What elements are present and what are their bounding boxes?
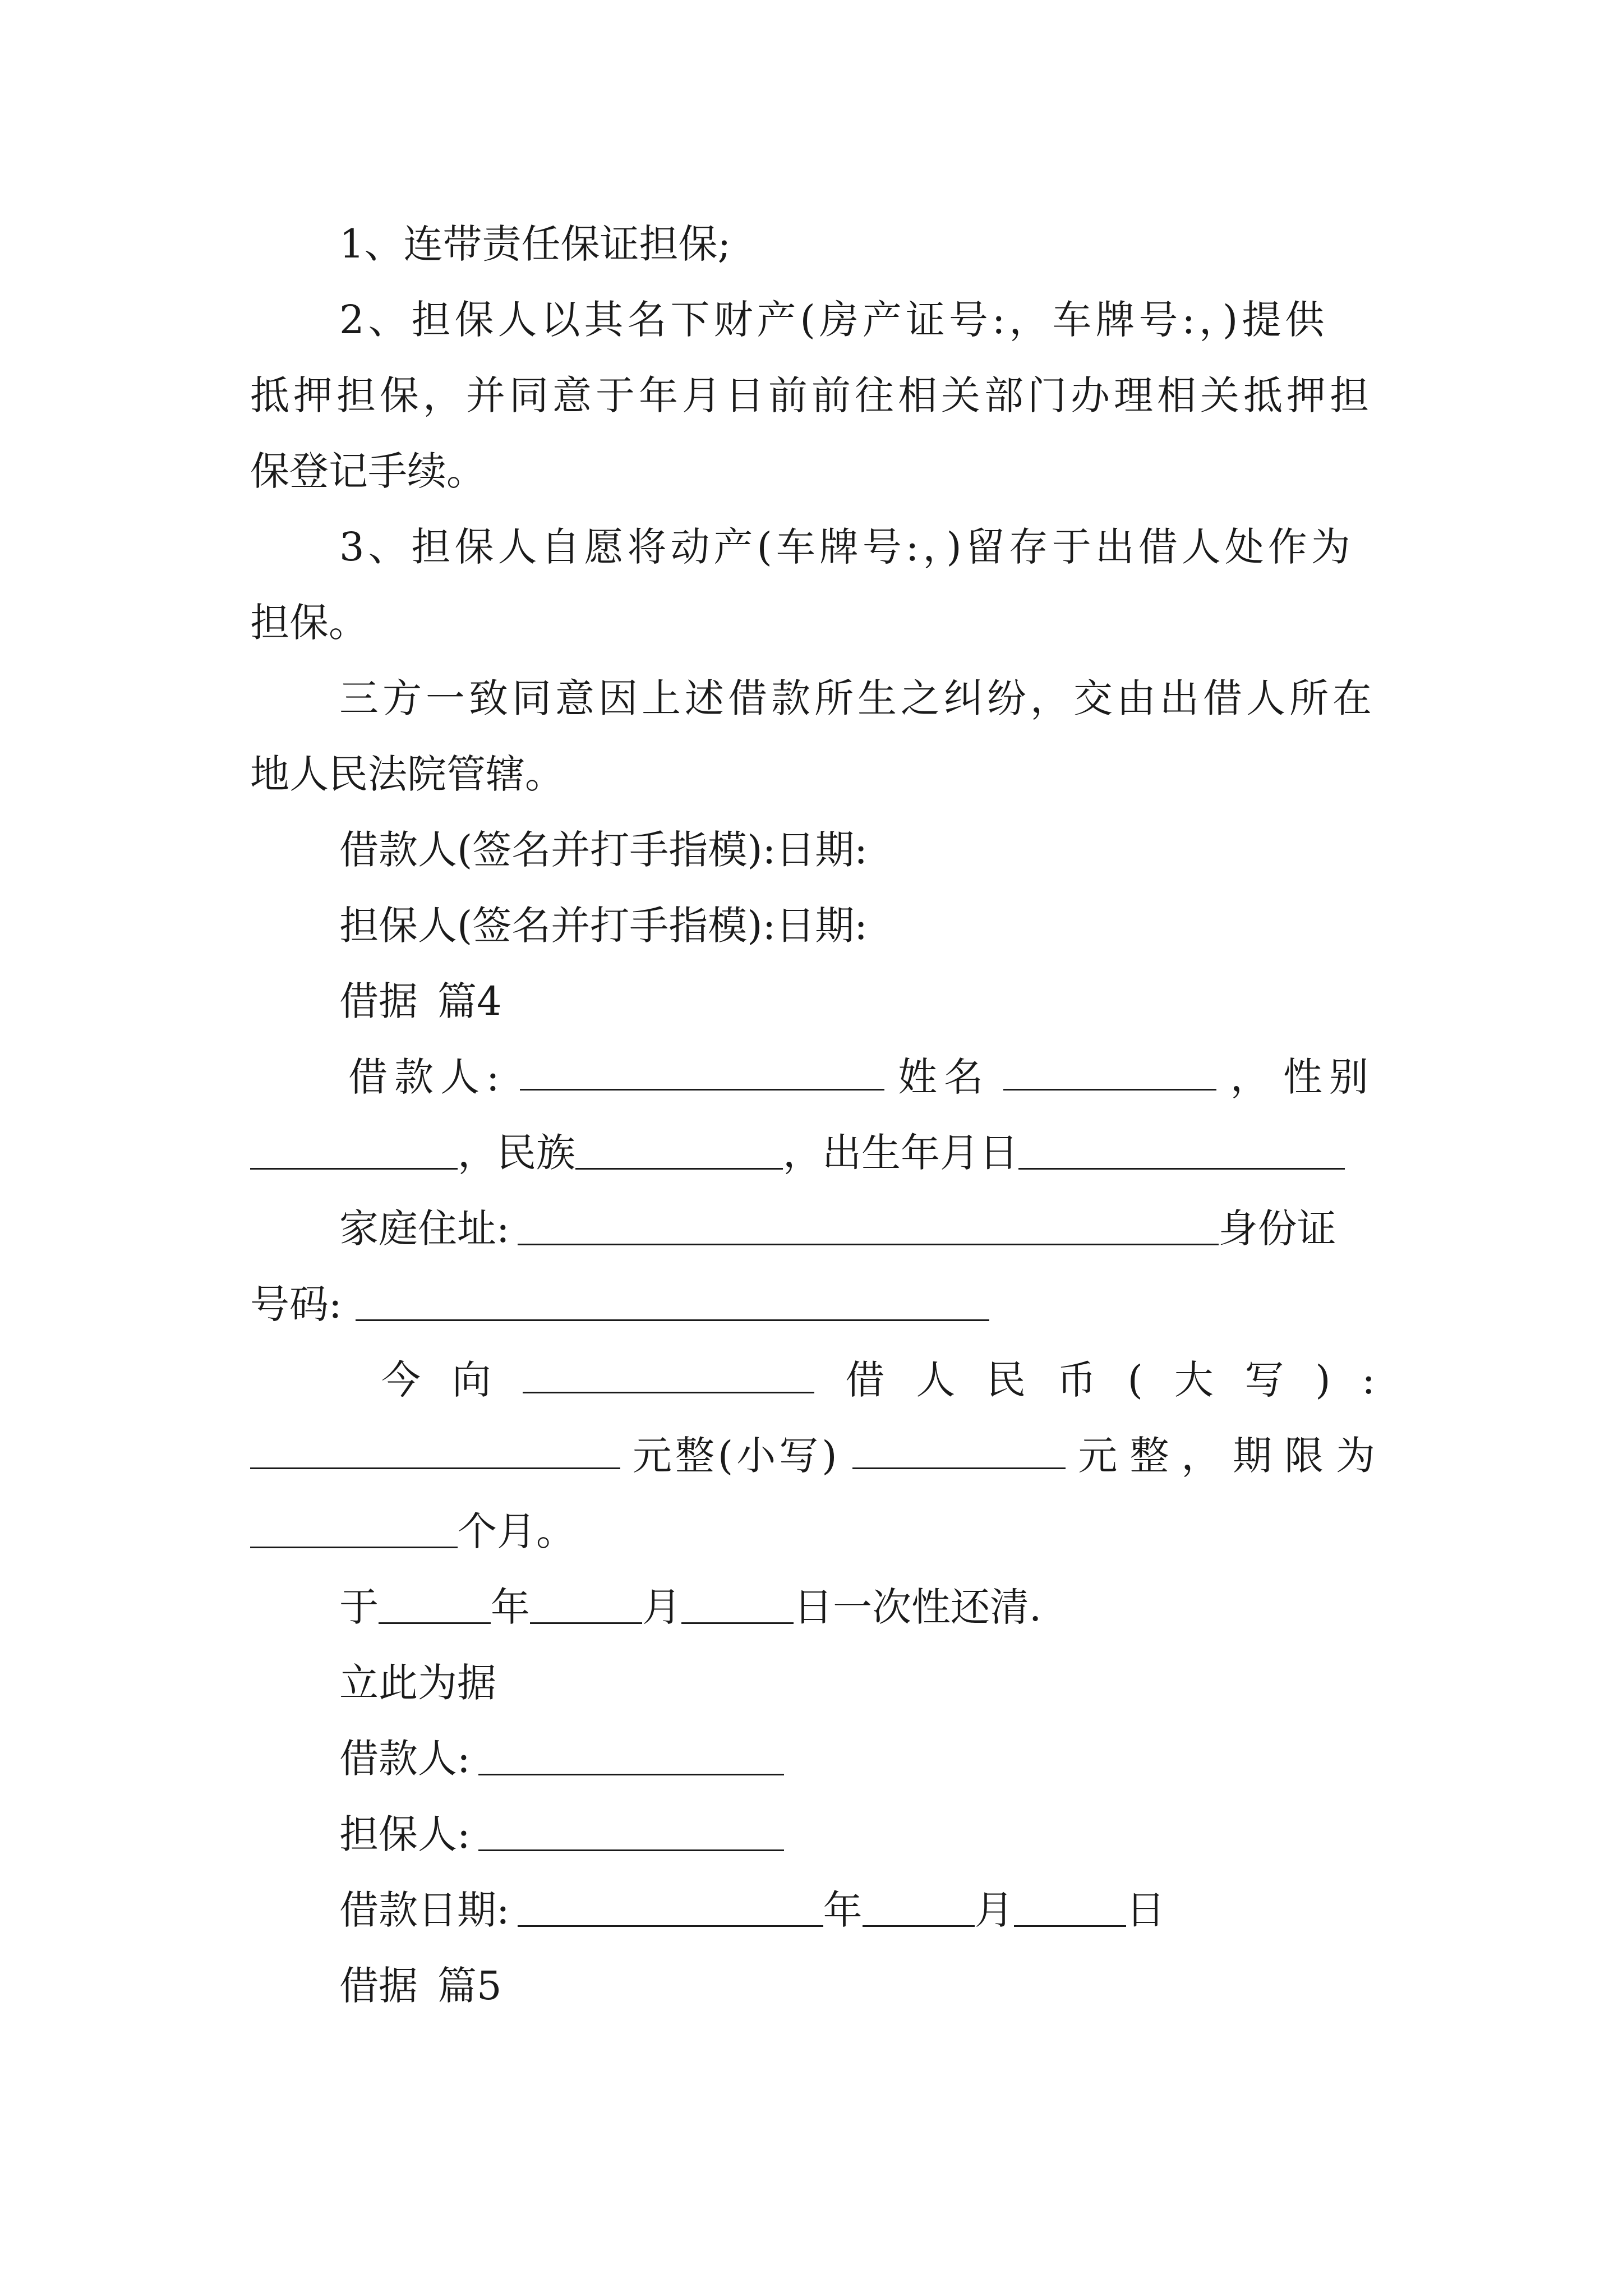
amount-lowercase-label: 元整(小写) (632, 1433, 841, 1479)
gender-blank (250, 1131, 458, 1170)
repay-day-blank (681, 1585, 794, 1624)
loan-date-year-blank (518, 1888, 823, 1927)
jurisdiction-line-1: 三方一致同意因上述借款所生之纠纷，交由出借人所在 (339, 675, 1376, 721)
borrow-char-10: ) (1315, 1357, 1331, 1403)
id-label-part-1: 身份证 (1218, 1205, 1336, 1251)
loan-date-day-label: 日 (1126, 1887, 1165, 1933)
borrow-char-1: 今 (381, 1357, 421, 1403)
birth-date-label: ，出生年月日 (783, 1130, 1018, 1176)
section-4-heading-word: 借据 (339, 978, 418, 1024)
section-4-heading-number: 篇4 (437, 978, 502, 1024)
borrow-char-4: 人 (916, 1357, 956, 1403)
ethnicity-label: ，民族 (458, 1130, 575, 1176)
repay-prefix: 于 (339, 1584, 379, 1630)
id-label-part-2: 号码: (250, 1281, 342, 1327)
borrow-char-2: 向 (451, 1357, 491, 1403)
section-5-heading (339, 1961, 502, 2011)
repay-month-label: 月 (642, 1584, 681, 1630)
gender-label: 性别 (1283, 1054, 1375, 1100)
months-label: 个月。 (458, 1508, 575, 1554)
name-blank (1003, 1052, 1216, 1091)
ethnicity-blank (575, 1131, 783, 1170)
repay-year-label: 年 (491, 1584, 530, 1630)
borrower-signature-line: 借款人(签名并打手指模):日期: (339, 827, 868, 873)
borrower-sign-label: 借款人: (339, 1736, 471, 1782)
id-number-row (250, 1279, 989, 1329)
borrower-sign-row (339, 1733, 784, 1784)
guarantee-item-2-line-1: 2、担保人以其名下财产(房产证号:，车牌号:，)提供 (339, 297, 1329, 343)
borrow-char-9: 写 (1244, 1357, 1284, 1403)
term-char-5: 限 (1284, 1433, 1324, 1479)
address-row (339, 1203, 1336, 1254)
loan-date-label: 借款日期: (339, 1887, 510, 1933)
borrow-char-11: : (1362, 1357, 1375, 1403)
borrow-char-3: 借 (845, 1357, 885, 1403)
borrow-char-6: 币 (1057, 1357, 1096, 1403)
borrow-char-7: ( (1127, 1357, 1143, 1403)
borrower-sign-blank (478, 1737, 784, 1775)
borrower-info-row (339, 1052, 1375, 1102)
amount-lowercase-blank (852, 1430, 1066, 1469)
loan-date-day-blank (1014, 1888, 1126, 1927)
section-5-heading-number: 篇5 (437, 1963, 502, 2009)
term-char-2: 整 (1129, 1433, 1169, 1479)
repayment-date-row (339, 1582, 1041, 1632)
section-4-heading (339, 976, 502, 1027)
address-label: 家庭住址: (339, 1205, 510, 1251)
guarantor-sign-row (339, 1809, 784, 1860)
guarantee-item-2-line-3: 保登记手续。 (250, 448, 486, 494)
loan-date-month-label: 月 (974, 1887, 1014, 1933)
birth-date-blank (1018, 1131, 1345, 1170)
amount-uppercase-blank (250, 1430, 620, 1469)
term-months-row (250, 1506, 575, 1557)
lender-blank (523, 1355, 814, 1393)
guarantor-sign-label: 担保人: (339, 1811, 471, 1857)
section-5-heading-word: 借据 (339, 1963, 418, 2009)
amount-term-row (250, 1430, 1375, 1481)
ethnicity-birth-row (250, 1128, 1345, 1178)
address-blank (518, 1207, 1219, 1245)
borrower-label: 借款人: (348, 1054, 506, 1100)
repay-year-blank (379, 1585, 491, 1624)
loan-date-row (339, 1885, 1165, 1935)
loan-date-month-blank (863, 1888, 975, 1927)
name-label: 姓名 (898, 1054, 990, 1100)
jurisdiction-line-2: 地人民法院管辖。 (250, 751, 564, 797)
guarantor-signature-line: 担保人(签名并打手指模):日期: (339, 903, 868, 949)
borrow-amount-row (381, 1355, 1375, 1405)
name-comma: ， (1230, 1054, 1270, 1100)
declaration: 立此为据 (339, 1660, 496, 1706)
borrow-char-5: 民 (986, 1357, 1026, 1403)
repay-suffix: 日一次性还清. (794, 1584, 1042, 1630)
term-char-4: 期 (1233, 1433, 1272, 1479)
guarantee-item-3-line-1: 3、担保人自愿将动产(车牌号:，)留存于出借人处作为 (339, 524, 1354, 570)
guarantee-item-3-line-2: 担保。 (250, 600, 368, 646)
term-char-3: ， (1181, 1433, 1221, 1479)
term-months-blank (250, 1510, 458, 1548)
guarantee-item-2-line-2: 抵押担保，并同意于年月日前前往相关部门办理相关抵押担 (250, 372, 1373, 418)
guarantee-item-1: 1、连带责任保证担保; (339, 221, 731, 267)
borrower-blank (520, 1052, 884, 1091)
guarantor-sign-blank (478, 1812, 784, 1851)
repay-month-blank (530, 1585, 642, 1624)
borrow-char-8: 大 (1174, 1357, 1214, 1403)
id-number-blank (356, 1282, 989, 1321)
term-char-6: 为 (1336, 1433, 1375, 1479)
term-char-1: 元 (1078, 1433, 1118, 1479)
loan-date-year-label: 年 (823, 1887, 863, 1933)
